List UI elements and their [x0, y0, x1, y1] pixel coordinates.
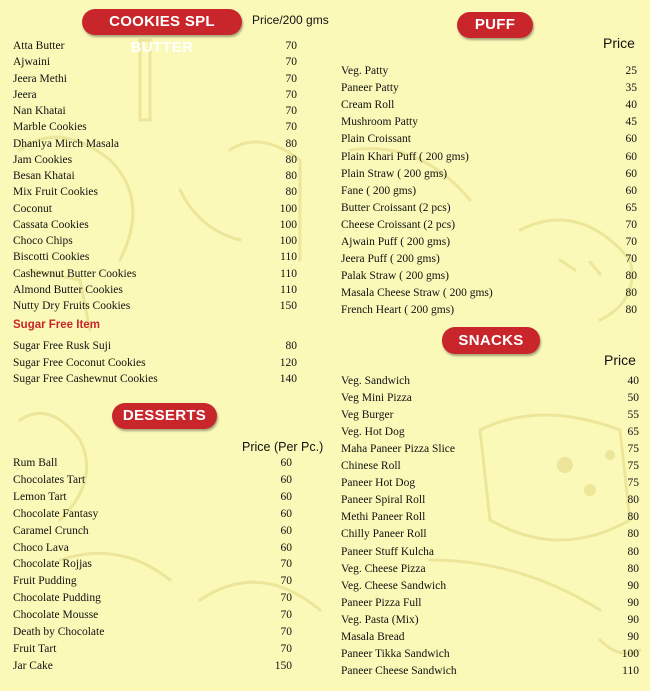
menu-item — [13, 283, 298, 297]
item-price: 60 — [280, 457, 292, 469]
item-price: 60 — [280, 524, 292, 537]
item-price: 40 — [625, 99, 637, 112]
menu-item — [341, 442, 641, 456]
menu-item — [13, 72, 298, 86]
menu-item — [13, 557, 298, 571]
item-price: 150 — [279, 300, 297, 312]
item-price: 45 — [625, 116, 637, 129]
item-price: 60 — [280, 541, 292, 554]
menu-item — [13, 490, 298, 504]
menu-item — [341, 647, 641, 661]
item-price: 60 — [625, 184, 637, 197]
menu-item — [341, 408, 641, 422]
menu-item — [13, 608, 298, 622]
menu-item — [341, 218, 641, 232]
item-name: Fane ( 200 gms) — [341, 184, 417, 197]
item-name: Jeera Methi — [13, 72, 67, 85]
item-name: Cashewnut Butter Cookies — [13, 267, 137, 280]
item-price: 80 — [627, 494, 639, 507]
item-price: 50 — [627, 392, 639, 405]
item-name: Veg Mini Pizza — [341, 392, 412, 405]
menu-item — [13, 372, 298, 386]
item-price: 80 — [285, 186, 297, 199]
item-name: Sugar Free Cashewnut Cookies — [13, 373, 158, 385]
item-name: Fruit Pudding — [13, 575, 77, 588]
menu-item — [341, 64, 641, 78]
item-price: 70 — [285, 72, 297, 85]
item-name: Cassata Cookies — [13, 218, 89, 231]
item-name: Jam Cookies — [13, 153, 73, 166]
menu-item — [13, 202, 298, 216]
cookies-price-header: Price/200 gms — [252, 13, 329, 27]
menu-item — [341, 167, 641, 181]
item-price: 80 — [625, 270, 637, 283]
menu-item — [341, 184, 641, 198]
item-name: Chocolate Mousse — [13, 609, 99, 622]
item-name: Sugar Free Rusk Suji — [13, 340, 112, 352]
item-price: 60 — [280, 490, 292, 503]
item-name: Jeera Puff ( 200 gms) — [341, 253, 440, 266]
item-price: 90 — [627, 596, 639, 609]
menu-item — [341, 613, 641, 627]
item-name: Death by Chocolate — [13, 626, 105, 638]
item-price: 80 — [627, 562, 639, 575]
item-price: 75 — [627, 460, 639, 473]
item-price: 70 — [625, 218, 637, 231]
item-price: 120 — [279, 356, 297, 369]
menu-item — [13, 524, 298, 538]
item-price: 80 — [627, 545, 639, 558]
item-price: 80 — [627, 528, 639, 541]
item-price: 80 — [285, 170, 297, 182]
menu-item — [341, 150, 641, 164]
item-name: Chocolate Rojjas — [13, 558, 92, 571]
menu-item — [13, 137, 298, 151]
desserts-section — [0, 395, 330, 691]
item-name: Veg. Cheese Sandwich — [341, 579, 447, 592]
item-name: Choco Chips — [13, 235, 73, 247]
item-name: Rum Ball — [13, 457, 58, 469]
item-name: Plain Croissant — [341, 133, 411, 146]
cookies-title: COOKIES SPL BUTTER — [82, 9, 242, 35]
item-price: 70 — [280, 592, 292, 605]
item-name: Veg. Hot Dog — [341, 426, 405, 439]
item-price: 80 — [285, 340, 297, 352]
cookies-section — [0, 0, 330, 395]
menu-item — [341, 303, 641, 317]
menu-item — [13, 39, 298, 53]
menu-item — [13, 625, 298, 639]
item-name: Ajwaini — [13, 56, 51, 69]
menu-item — [341, 630, 641, 644]
item-price: 70 — [285, 88, 297, 101]
item-price: 35 — [625, 82, 637, 95]
menu-item — [341, 527, 641, 541]
item-name: Veg. Cheese Pizza — [341, 562, 426, 575]
item-price: 70 — [280, 575, 292, 588]
item-price: 80 — [627, 511, 639, 524]
item-price: 90 — [627, 613, 639, 626]
item-price: 70 — [285, 56, 297, 69]
menu-item — [13, 574, 298, 588]
snacks-title: SNACKS — [442, 327, 540, 354]
menu-item — [341, 374, 641, 388]
menu-item — [341, 391, 641, 405]
item-name: Dhaniya Mirch Masala — [13, 137, 120, 150]
item-name: Jar Cake — [13, 659, 53, 672]
menu-item — [341, 664, 641, 678]
menu-item — [341, 596, 641, 610]
menu-item — [341, 98, 641, 112]
item-name: Besan Khatai — [13, 170, 75, 182]
item-name: Palak Straw ( 200 gms) — [341, 270, 449, 283]
item-price: 100 — [621, 647, 639, 660]
item-name: Lemon Tart — [13, 490, 67, 503]
desserts-price-header: Price (Per Pc.) — [242, 440, 324, 454]
item-name: Mushroom Patty — [341, 116, 418, 129]
item-name: Paneer Tikka Sandwich — [341, 647, 450, 660]
item-name: Paneer Cheese Sandwich — [341, 664, 457, 677]
item-name: Masala Cheese Straw ( 200 gms) — [341, 287, 493, 300]
menu-item — [13, 456, 298, 470]
puff-price-header: Price — [603, 35, 635, 51]
item-price: 60 — [280, 507, 292, 520]
item-price: 60 — [625, 133, 637, 146]
menu-item — [341, 510, 641, 524]
menu-item — [13, 218, 298, 232]
item-price: 25 — [625, 65, 637, 77]
menu-item — [13, 88, 298, 102]
item-name: Methi Paneer Roll — [341, 511, 426, 524]
item-name: Marble Cookies — [13, 121, 87, 134]
item-price: 140 — [279, 373, 297, 385]
item-name: Veg. Pasta (Mix) — [341, 613, 419, 626]
item-name: Chinese Roll — [341, 460, 401, 473]
item-name: Cheese Croissant (2 pcs) — [341, 218, 456, 231]
item-price: 100 — [279, 235, 297, 247]
item-name: Nan Khatai — [13, 105, 66, 117]
item-name: Veg Burger — [341, 409, 394, 422]
menu-item — [341, 201, 641, 215]
menu-item — [341, 562, 641, 576]
item-name: Paneer Hot Dog — [341, 477, 416, 490]
menu-item — [13, 541, 298, 555]
item-name: Coconut — [13, 202, 52, 215]
item-price: 150 — [274, 659, 292, 672]
menu-item — [341, 459, 641, 473]
item-price: 110 — [280, 267, 297, 280]
menu-item — [13, 120, 298, 134]
menu-item — [341, 252, 641, 266]
item-price: 70 — [280, 642, 292, 655]
item-price: 70 — [285, 105, 297, 117]
snacks-section — [330, 325, 650, 691]
item-name: Nutty Dry Fruits Cookies — [13, 300, 131, 312]
item-price: 80 — [285, 153, 297, 166]
item-name: Masala Bread — [341, 630, 405, 643]
item-price: 70 — [285, 40, 297, 52]
menu-item — [13, 250, 298, 264]
menu-item — [13, 234, 298, 248]
item-name: Chocolate Pudding — [13, 592, 101, 605]
sugar-free-title: Sugar Free Item — [13, 319, 100, 331]
item-name: Chilly Paneer Roll — [341, 528, 427, 541]
menu-item — [13, 153, 298, 167]
item-price: 110 — [280, 251, 297, 264]
item-name: Maha Paneer Pizza Slice — [341, 443, 455, 456]
item-name: Biscotti Cookies — [13, 251, 90, 264]
item-name: Paneer Patty — [341, 82, 399, 95]
desserts-title: DESSERTS — [112, 403, 217, 429]
item-name: Plain Khari Puff ( 200 gms) — [341, 150, 469, 163]
menu-item — [13, 473, 298, 487]
item-name: French Heart ( 200 gms) — [341, 304, 455, 317]
item-price: 60 — [625, 150, 637, 163]
menu-item — [13, 55, 298, 69]
menu-item — [341, 81, 641, 95]
item-name: Sugar Free Coconut Cookies — [13, 356, 146, 369]
item-name: Choco Lava — [13, 541, 69, 554]
item-price: 90 — [627, 579, 639, 592]
item-name: Veg. Patty — [341, 65, 389, 77]
menu-item — [13, 185, 298, 199]
item-price: 80 — [285, 137, 297, 150]
item-name: Plain Straw ( 200 gms) — [341, 167, 448, 180]
menu-item — [13, 356, 298, 370]
item-price: 65 — [627, 426, 639, 439]
item-price: 70 — [625, 236, 637, 248]
item-price: 70 — [280, 609, 292, 622]
item-name: Jeera — [13, 88, 37, 101]
puff-section — [330, 0, 650, 325]
item-price: 65 — [625, 201, 637, 214]
item-price: 55 — [627, 409, 639, 422]
item-price: 80 — [625, 287, 637, 300]
menu-item — [13, 507, 298, 521]
menu-item — [341, 132, 641, 146]
menu-item — [341, 115, 641, 129]
menu-item — [13, 642, 298, 656]
menu-item — [13, 659, 298, 673]
item-price: 70 — [625, 253, 637, 266]
item-name: Paneer Pizza Full — [341, 596, 422, 609]
item-price: 75 — [627, 477, 639, 490]
menu-item — [13, 299, 298, 313]
menu-item — [341, 545, 641, 559]
menu-item — [13, 339, 298, 353]
item-name: Chocolate Fantasy — [13, 507, 99, 520]
menu-item — [341, 235, 641, 249]
item-name: Cream Roll — [341, 99, 395, 112]
item-price: 80 — [625, 304, 637, 317]
item-price: 100 — [279, 202, 297, 215]
item-price: 70 — [280, 626, 292, 638]
menu-item — [341, 286, 641, 300]
menu-item — [341, 476, 641, 490]
item-name: Caramel Crunch — [13, 524, 89, 537]
item-price: 100 — [279, 218, 297, 231]
item-name: Fruit Tart — [13, 642, 57, 655]
menu-item — [13, 104, 298, 118]
item-name: Paneer Stuff Kulcha — [341, 545, 435, 558]
item-name: Atta Butter — [13, 40, 65, 52]
item-price: 60 — [280, 473, 292, 486]
item-price: 60 — [625, 167, 637, 180]
menu-item — [341, 425, 641, 439]
snacks-price-header: Price — [604, 352, 636, 368]
item-name: Almond Butter Cookies — [13, 283, 123, 296]
item-name: Ajwain Puff ( 200 gms) — [341, 236, 451, 248]
item-price: 110 — [280, 283, 297, 296]
item-name: Paneer Spiral Roll — [341, 494, 426, 507]
item-name: Mix Fruit Cookies — [13, 186, 98, 199]
menu-item — [341, 579, 641, 593]
item-name: Veg. Sandwich — [341, 375, 410, 387]
menu-item — [13, 591, 298, 605]
puff-title: PUFF — [457, 12, 533, 38]
item-price: 75 — [627, 443, 639, 456]
menu-item — [13, 169, 298, 183]
item-price: 110 — [622, 664, 639, 677]
item-price: 90 — [627, 630, 639, 643]
item-name: Chocolates Tart — [13, 473, 86, 486]
item-price: 70 — [280, 558, 292, 571]
menu-item — [341, 269, 641, 283]
item-name: Butter Croissant (2 pcs) — [341, 201, 451, 214]
item-price: 40 — [627, 375, 639, 387]
menu-item — [13, 267, 298, 281]
item-price: 70 — [285, 121, 297, 134]
menu-item — [341, 493, 641, 507]
